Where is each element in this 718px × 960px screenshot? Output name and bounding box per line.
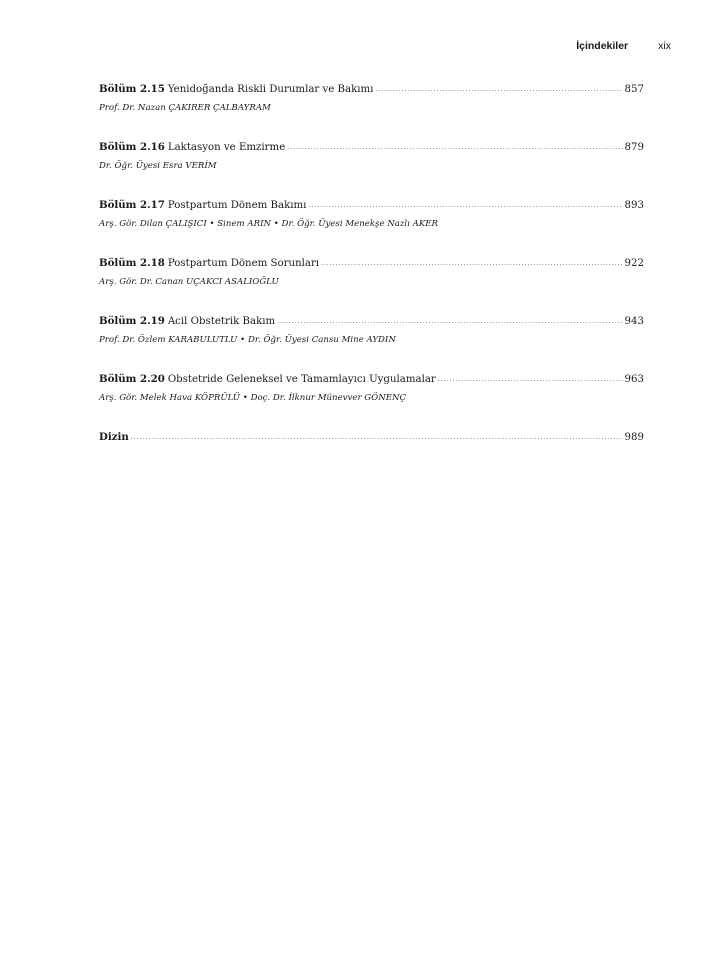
table-of-contents <box>99 82 644 471</box>
chapter-authors: Prof. Dr. Nazan ÇAKIRER ÇALBAYRAM <box>99 103 271 113</box>
toc-entry[interactable] <box>99 140 644 173</box>
chapter-authors: Prof. Dr. Özlem KARABULUTLU • Dr. Öğr. Üyesi Cansu Mine AYDIN <box>99 335 396 345</box>
section-title: İçindekiler <box>576 40 629 52</box>
chapter-authors: Dr. Öğr. Üyesi Esra VERİM <box>99 161 217 171</box>
chapter-title: Acil Obstetrik Bakım <box>167 316 276 327</box>
chapter-number: Bölüm 2.15 <box>99 83 165 95</box>
chapter-authors: Arş. Gör. Dr. Canan UÇAKCI ASALIOĞLU <box>99 277 279 287</box>
dot-leader <box>131 431 623 445</box>
index-page: 989 <box>624 432 644 443</box>
toc-entry[interactable] <box>99 314 644 347</box>
dot-leader <box>438 373 623 387</box>
toc-entry-line <box>99 82 644 98</box>
chapter-title: Postpartum Dönem Bakımı <box>167 200 307 211</box>
dot-leader <box>277 315 622 329</box>
chapter-title: Laktasyon ve Emzirme <box>167 142 286 153</box>
toc-entry-line <box>99 256 644 272</box>
toc-entry[interactable] <box>99 372 644 405</box>
toc-entry-line <box>99 372 644 388</box>
chapter-number: Bölüm 2.20 <box>99 373 165 385</box>
toc-entry-line <box>99 430 644 446</box>
chapter-number: Bölüm 2.19 <box>99 315 165 327</box>
chapter-title: Obstetride Geleneksel ve Tamamlayıcı Uygulamalar <box>167 374 436 385</box>
toc-entry[interactable] <box>99 82 644 115</box>
chapter-number: Bölüm 2.16 <box>99 141 165 153</box>
chapter-page: 879 <box>624 142 644 153</box>
index-title: Dizin <box>99 431 129 443</box>
dot-leader <box>287 141 622 155</box>
dot-leader <box>308 199 622 213</box>
toc-entry-line <box>99 314 644 330</box>
toc-entry[interactable] <box>99 198 644 231</box>
chapter-number: Bölüm 2.17 <box>99 199 165 211</box>
chapter-page: 922 <box>624 258 644 269</box>
toc-entry-line <box>99 198 644 214</box>
chapter-number: Bölüm 2.18 <box>99 257 165 269</box>
page-number: xix <box>658 40 671 52</box>
toc-entry-line <box>99 140 644 156</box>
chapter-authors: Arş. Gör. Melek Hava KÖPRÜLÜ • Doç. Dr. İlknur Münevver GÖNENÇ <box>99 393 407 403</box>
chapter-page: 857 <box>624 84 644 95</box>
chapter-title: Yenidoğanda Riskli Durumlar ve Bakımı <box>167 84 374 95</box>
chapter-title: Postpartum Dönem Sorunları <box>167 258 320 269</box>
toc-entry-index[interactable] <box>99 430 644 446</box>
page-header <box>576 40 671 52</box>
toc-entry[interactable] <box>99 256 644 289</box>
dot-leader <box>375 83 622 97</box>
chapter-page: 963 <box>624 374 644 385</box>
dot-leader <box>321 257 622 271</box>
chapter-authors: Arş. Gör. Dilan ÇALIŞICI • Sinem ARIN • Dr. Öğr. Üyesi Menekşe Nazlı AKER <box>99 219 439 229</box>
chapter-page: 943 <box>624 316 644 327</box>
chapter-page: 893 <box>624 200 644 211</box>
